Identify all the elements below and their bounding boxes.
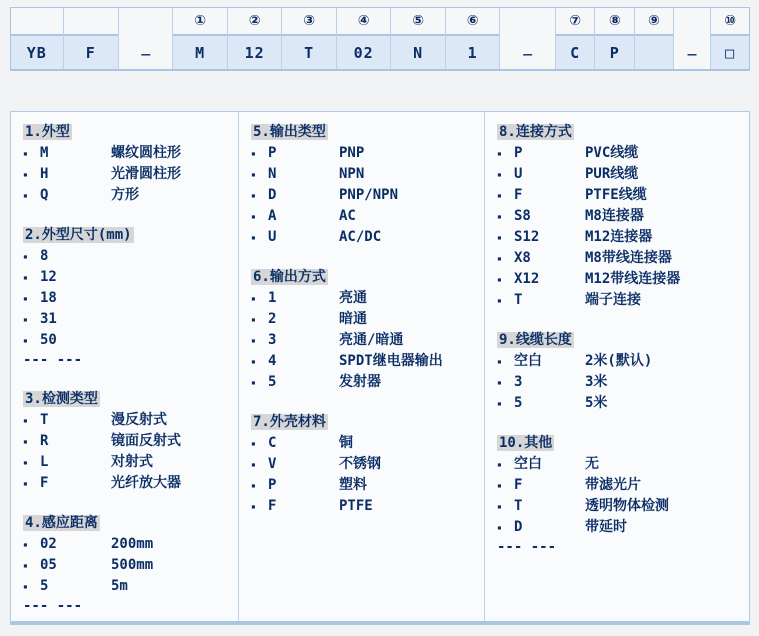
- item-description: NPN: [339, 166, 365, 182]
- square-bullet-icon: ▪: [23, 458, 28, 467]
- spec-item: [251, 496, 484, 517]
- spec-item: [497, 393, 749, 414]
- spec-section: [497, 329, 749, 414]
- square-bullet-icon: ▪: [251, 502, 256, 511]
- code-separator-column: [119, 8, 173, 69]
- code-column-7: [337, 8, 391, 69]
- item-description: 螺纹圆柱形: [111, 145, 181, 161]
- square-bullet-icon: ▪: [251, 481, 256, 490]
- spec-item: [23, 309, 238, 330]
- section-title-highlight: 10.其他: [499, 435, 553, 451]
- item-description: 无: [585, 456, 599, 472]
- item-code: 05: [40, 557, 57, 573]
- square-bullet-icon: ▪: [23, 479, 28, 488]
- square-bullet-icon: ▪: [23, 561, 28, 570]
- spec-column-3: [485, 112, 749, 621]
- item-code: F: [514, 477, 523, 493]
- item-description: 500mm: [111, 557, 154, 573]
- square-bullet-icon: ▪: [251, 439, 256, 448]
- code-column-5: [228, 8, 282, 69]
- spec-item: [23, 576, 238, 597]
- item-code: L: [40, 454, 49, 470]
- item-description: PTFE: [339, 498, 373, 514]
- code-column-13: [635, 8, 674, 69]
- spec-box: [10, 111, 750, 625]
- item-code: P: [268, 477, 277, 493]
- item-code: 4: [268, 353, 277, 369]
- item-code: F: [268, 498, 277, 514]
- code-column-8: [391, 8, 445, 69]
- square-bullet-icon: ▪: [497, 481, 502, 490]
- square-bullet-icon: ▪: [23, 273, 28, 282]
- item-description: M12带线连接器: [585, 271, 681, 287]
- item-description: PUR线缆: [585, 166, 639, 182]
- section-title: [251, 266, 484, 288]
- code-header-cell: ①: [173, 8, 226, 36]
- square-bullet-icon: ▪: [251, 149, 256, 158]
- code-header-cell: ⑩: [711, 8, 749, 36]
- item-code: 2: [268, 311, 277, 327]
- square-bullet-icon: ▪: [23, 416, 28, 425]
- item-code: S12: [514, 229, 540, 245]
- code-value-cell: □: [711, 36, 749, 69]
- spec-item: [23, 246, 238, 267]
- spec-section: [23, 388, 238, 494]
- item-code: 1: [268, 290, 277, 306]
- section-title-highlight: 4.感应距离: [25, 515, 98, 531]
- section-title-highlight: 7.外壳材料: [253, 414, 326, 430]
- square-bullet-icon: ▪: [497, 399, 502, 408]
- more-options-dashes: --- ---: [23, 598, 83, 614]
- item-description: 亮通/暗通: [339, 332, 404, 348]
- code-value-cell: 1: [446, 36, 499, 69]
- spec-item: [497, 206, 749, 227]
- spec-item: [23, 143, 238, 164]
- square-bullet-icon: ▪: [497, 460, 502, 469]
- item-code: F: [40, 475, 49, 491]
- spec-item: [251, 475, 484, 496]
- item-description: 不锈钢: [339, 456, 381, 472]
- item-code: 12: [40, 269, 57, 285]
- spec-item: [23, 473, 238, 494]
- spec-item: [251, 164, 484, 185]
- square-bullet-icon: ▪: [497, 233, 502, 242]
- item-description: 带延时: [585, 519, 627, 535]
- item-description: AC: [339, 208, 356, 224]
- item-code: 50: [40, 332, 57, 348]
- separator-cell: _: [141, 37, 151, 56]
- square-bullet-icon: ▪: [497, 502, 502, 511]
- item-description: M12连接器: [585, 229, 653, 245]
- spec-item: [497, 164, 749, 185]
- square-bullet-icon: ▪: [497, 378, 502, 387]
- section-title-highlight: 8.连接方式: [499, 124, 572, 140]
- square-bullet-icon: ▪: [497, 296, 502, 305]
- item-code: A: [268, 208, 277, 224]
- spec-item: [497, 454, 749, 475]
- spec-item: [23, 330, 238, 351]
- spec-section: [497, 121, 749, 311]
- code-column-12: [595, 8, 635, 69]
- section-title-highlight: 1.外型: [25, 124, 70, 140]
- item-code: T: [514, 498, 523, 514]
- item-code: F: [514, 187, 523, 203]
- item-code: 3: [268, 332, 277, 348]
- item-code: 空白: [514, 456, 542, 472]
- spec-column-1: [11, 112, 239, 621]
- item-code: Q: [40, 187, 49, 203]
- spec-section: [251, 121, 484, 248]
- spec-item: [251, 185, 484, 206]
- code-value-cell: YB: [11, 36, 63, 69]
- square-bullet-icon: ▪: [497, 275, 502, 284]
- item-code: 8: [40, 248, 49, 264]
- item-code: S8: [514, 208, 531, 224]
- square-bullet-icon: ▪: [23, 149, 28, 158]
- spec-item: [251, 372, 484, 393]
- item-description: 方形: [111, 187, 139, 203]
- spec-section: [23, 121, 238, 206]
- square-bullet-icon: ▪: [497, 170, 502, 179]
- spec-item: [497, 185, 749, 206]
- item-description: 发射器: [339, 374, 381, 390]
- section-title: [497, 432, 749, 454]
- section-title-highlight: 3.检测类型: [25, 391, 98, 407]
- item-description: 5米: [585, 395, 608, 411]
- item-description: 漫反射式: [111, 412, 167, 428]
- item-description: 透明物体检测: [585, 498, 669, 514]
- spec-item: [497, 372, 749, 393]
- section-title-highlight: 5.输出类型: [253, 124, 326, 140]
- item-description: 光纤放大器: [111, 475, 181, 491]
- spec-column-2: [239, 112, 485, 621]
- model-code-table: [10, 7, 750, 71]
- section-title-highlight: 6.输出方式: [253, 269, 326, 285]
- item-description: PVC线缆: [585, 145, 639, 161]
- spec-section: [251, 411, 484, 517]
- code-column-2: [64, 8, 119, 69]
- square-bullet-icon: ▪: [251, 233, 256, 242]
- item-code: 31: [40, 311, 57, 327]
- separator-cell: _: [687, 37, 697, 56]
- section-title-highlight: 9.线缆长度: [499, 332, 572, 348]
- item-code: T: [514, 292, 523, 308]
- spec-section: [251, 266, 484, 393]
- more-options-dashes: --- ---: [497, 539, 557, 555]
- square-bullet-icon: ▪: [497, 254, 502, 263]
- spec-item: [497, 227, 749, 248]
- item-description: 端子连接: [585, 292, 641, 308]
- separator-cell: _: [523, 37, 533, 56]
- code-value-cell: 02: [337, 36, 390, 69]
- spec-section: [497, 432, 749, 557]
- spec-item: [23, 534, 238, 555]
- spec-item: [497, 248, 749, 269]
- code-column-6: [282, 8, 336, 69]
- item-code: X12: [514, 271, 540, 287]
- square-bullet-icon: ▪: [251, 357, 256, 366]
- code-header-cell: ③: [282, 8, 335, 36]
- square-bullet-icon: ▪: [23, 170, 28, 179]
- more-options-dashes: --- ---: [23, 352, 83, 368]
- square-bullet-icon: ▪: [251, 191, 256, 200]
- item-code: 3: [514, 374, 523, 390]
- square-bullet-icon: ▪: [251, 315, 256, 324]
- square-bullet-icon: ▪: [251, 212, 256, 221]
- item-code: D: [514, 519, 523, 535]
- item-description: 带滤光片: [585, 477, 641, 493]
- item-code: D: [268, 187, 277, 203]
- item-description: 3米: [585, 374, 608, 390]
- spec-item: [23, 555, 238, 576]
- item-code: P: [268, 145, 277, 161]
- item-description: M8连接器: [585, 208, 644, 224]
- code-value-cell: P: [595, 36, 634, 69]
- code-header-cell: [11, 8, 63, 36]
- square-bullet-icon: ▪: [497, 357, 502, 366]
- spec-item: [497, 496, 749, 517]
- spec-item: [251, 288, 484, 309]
- code-separator-column: [674, 8, 712, 69]
- code-value-cell: C: [556, 36, 595, 69]
- code-header-cell: ②: [228, 8, 281, 36]
- code-value-cell: [635, 36, 673, 69]
- code-value-cell: M: [173, 36, 226, 69]
- item-description: 暗通: [339, 311, 367, 327]
- spec-section: [23, 512, 238, 616]
- code-value-cell: T: [282, 36, 335, 69]
- spec-item: [251, 206, 484, 227]
- spec-item: [251, 143, 484, 164]
- code-column-1: [11, 8, 64, 69]
- item-code: R: [40, 433, 49, 449]
- spec-item: [251, 330, 484, 351]
- square-bullet-icon: ▪: [251, 460, 256, 469]
- item-description: PTFE线缆: [585, 187, 647, 203]
- item-description: PNP: [339, 145, 365, 161]
- code-header-cell: ④: [337, 8, 390, 36]
- spec-item: [251, 454, 484, 475]
- square-bullet-icon: ▪: [23, 191, 28, 200]
- square-bullet-icon: ▪: [23, 252, 28, 261]
- square-bullet-icon: ▪: [497, 523, 502, 532]
- square-bullet-icon: ▪: [23, 437, 28, 446]
- square-bullet-icon: ▪: [497, 191, 502, 200]
- square-bullet-icon: ▪: [251, 170, 256, 179]
- spec-item: [23, 288, 238, 309]
- code-value-cell: N: [391, 36, 444, 69]
- item-description: SPDT继电器输出: [339, 353, 443, 369]
- item-code: T: [40, 412, 49, 428]
- code-header-cell: ⑧: [595, 8, 634, 36]
- section-title: [497, 121, 749, 143]
- square-bullet-icon: ▪: [497, 149, 502, 158]
- square-bullet-icon: ▪: [23, 540, 28, 549]
- item-code: 5: [40, 578, 49, 594]
- section-title: [23, 512, 238, 534]
- item-code: C: [268, 435, 277, 451]
- item-code: U: [268, 229, 277, 245]
- square-bullet-icon: ▪: [23, 582, 28, 591]
- section-title-highlight: 2.外型尺寸(mm): [25, 227, 132, 243]
- section-title: [23, 224, 238, 246]
- code-column-15: [711, 8, 749, 69]
- item-description: AC/DC: [339, 229, 382, 245]
- item-code: P: [514, 145, 523, 161]
- section-title: [497, 329, 749, 351]
- item-code: X8: [514, 250, 531, 266]
- item-description: 2米(默认): [585, 353, 653, 369]
- item-code: H: [40, 166, 49, 182]
- code-value-cell: 12: [228, 36, 281, 69]
- spec-item: [251, 351, 484, 372]
- square-bullet-icon: ▪: [251, 378, 256, 387]
- square-bullet-icon: ▪: [23, 315, 28, 324]
- item-code: M: [40, 145, 49, 161]
- spec-item: [23, 164, 238, 185]
- item-description: 光滑圆柱形: [111, 166, 181, 182]
- spec-item: [497, 143, 749, 164]
- item-description: 塑料: [339, 477, 367, 493]
- code-header-cell: ⑦: [556, 8, 595, 36]
- spec-section: [23, 224, 238, 370]
- item-code: 02: [40, 536, 57, 552]
- spec-item: [251, 309, 484, 330]
- code-header-cell: [64, 8, 118, 36]
- item-code: U: [514, 166, 523, 182]
- section-title: [251, 121, 484, 143]
- spec-item: [23, 452, 238, 473]
- section-title: [251, 411, 484, 433]
- code-separator-column: [500, 8, 555, 69]
- spec-item: [23, 410, 238, 431]
- item-code: N: [268, 166, 277, 182]
- item-description: 镜面反射式: [111, 433, 181, 449]
- section-title: [23, 388, 238, 410]
- item-description: 5m: [111, 578, 128, 594]
- spec-item: [497, 517, 749, 538]
- code-column-11: [556, 8, 596, 69]
- spec-item: [251, 433, 484, 454]
- spec-item: [497, 351, 749, 372]
- item-code: 5: [268, 374, 277, 390]
- code-header-cell: ⑤: [391, 8, 444, 36]
- square-bullet-icon: ▪: [497, 212, 502, 221]
- code-value-cell: F: [64, 36, 118, 69]
- spec-item: [497, 269, 749, 290]
- item-description: 200mm: [111, 536, 154, 552]
- item-code: V: [268, 456, 277, 472]
- item-description: 铜: [339, 435, 353, 451]
- square-bullet-icon: ▪: [23, 336, 28, 345]
- spec-item: [497, 475, 749, 496]
- section-title: [23, 121, 238, 143]
- item-code: 空白: [514, 353, 542, 369]
- code-column-9: [446, 8, 500, 69]
- item-description: 对射式: [111, 454, 153, 470]
- spec-item: [251, 227, 484, 248]
- item-description: M8带线连接器: [585, 250, 672, 266]
- code-column-4: [173, 8, 227, 69]
- item-description: PNP/NPN: [339, 187, 399, 203]
- item-code: 5: [514, 395, 523, 411]
- spec-item: [23, 431, 238, 452]
- code-header-cell: ⑥: [446, 8, 499, 36]
- spec-item: [23, 185, 238, 206]
- spec-item: [23, 267, 238, 288]
- item-code: 18: [40, 290, 57, 306]
- item-description: 亮通: [339, 290, 367, 306]
- square-bullet-icon: ▪: [251, 336, 256, 345]
- spec-item: [497, 290, 749, 311]
- square-bullet-icon: ▪: [251, 294, 256, 303]
- square-bullet-icon: ▪: [23, 294, 28, 303]
- code-header-cell: ⑨: [635, 8, 673, 36]
